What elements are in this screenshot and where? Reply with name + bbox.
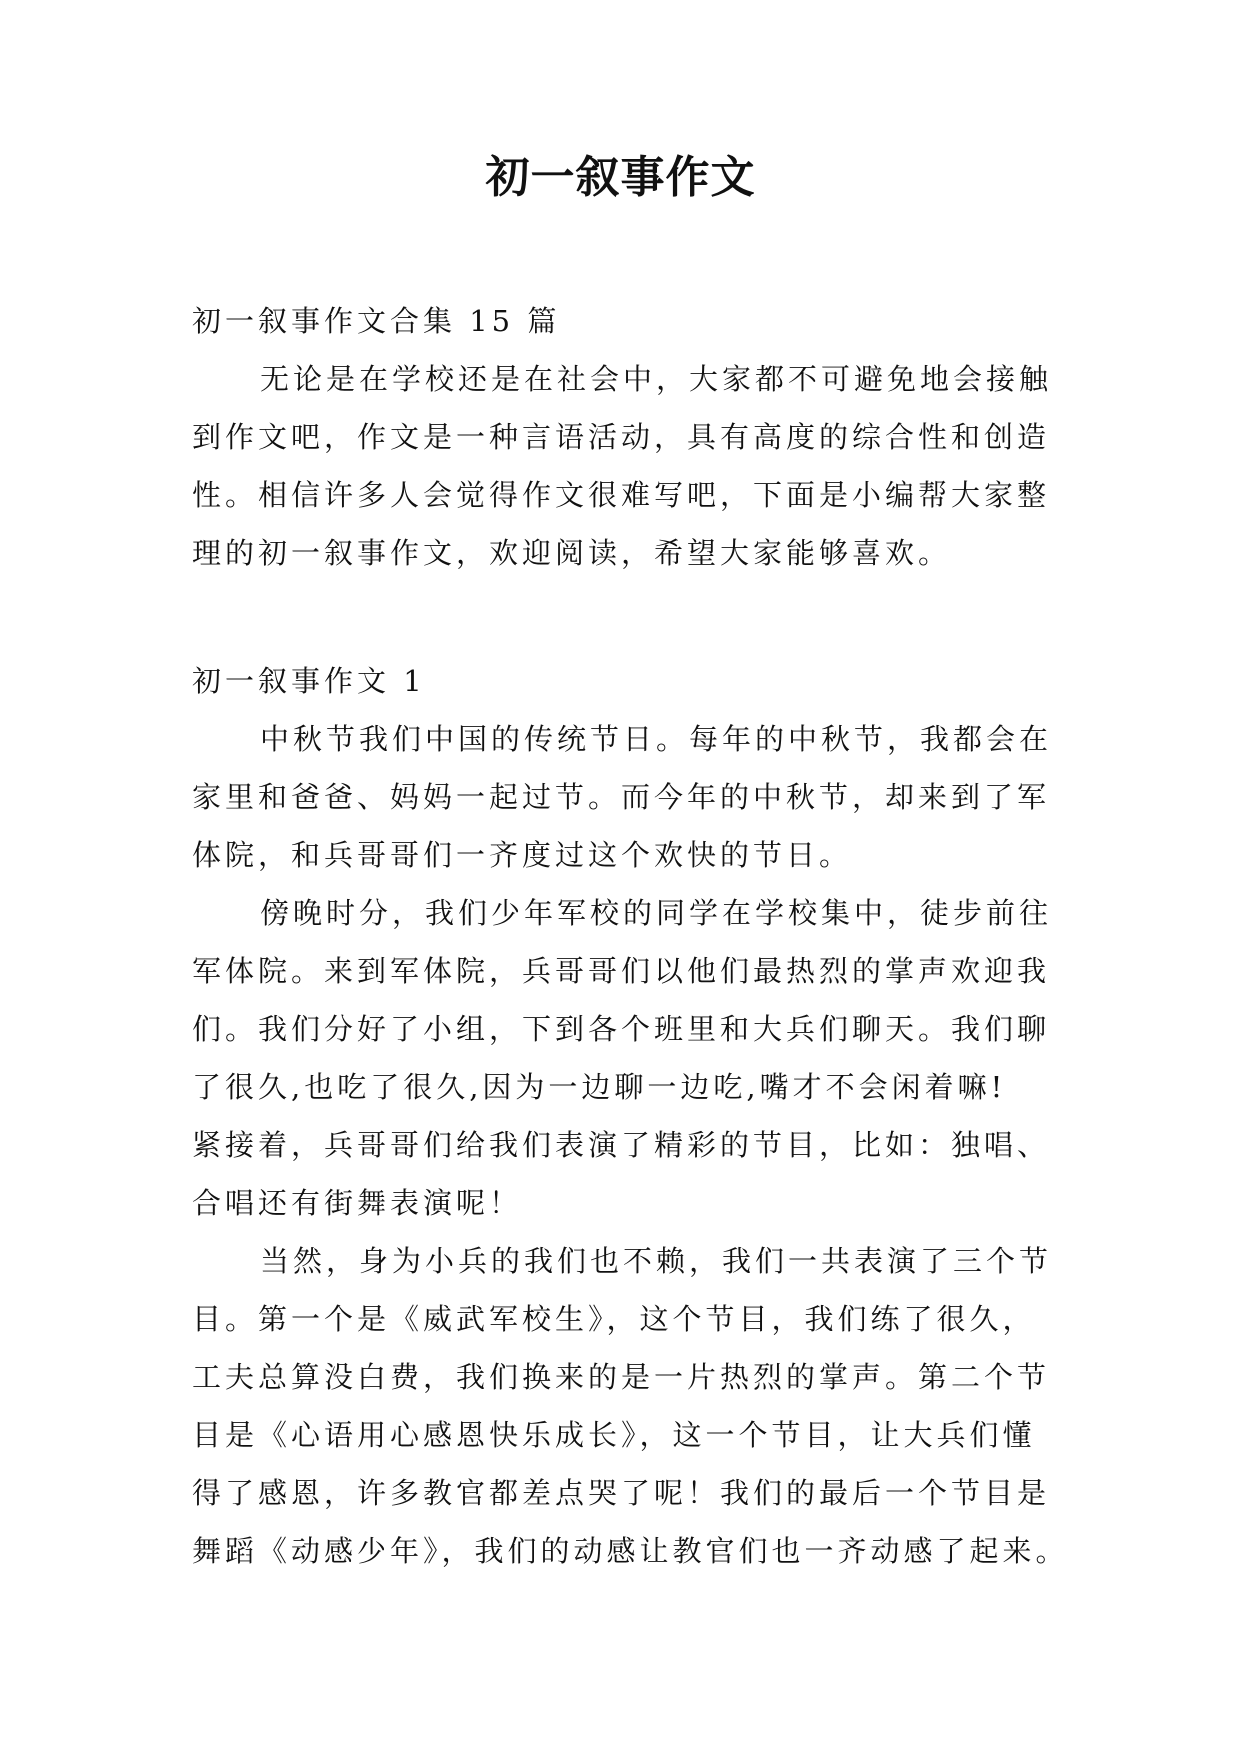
essay-line: 当然，身为小兵的我们也不赖，我们一共表演了三个节 bbox=[260, 1244, 1053, 1278]
essay-line: 舞蹈《动感少年》，我们的动感让教官们也一齐动感了起来。 bbox=[192, 1534, 1069, 1568]
intro-line: 理的初一叙事作文，欢迎阅读，希望大家能够喜欢。 bbox=[192, 536, 952, 570]
essay-line: 中秋节我们中国的传统节日。每年的中秋节，我都会在 bbox=[260, 722, 1053, 756]
essay-line: 体院，和兵哥哥们一齐度过这个欢快的节日。 bbox=[192, 838, 853, 872]
intro-line: 无论是在学校还是在社会中，大家都不可避免地会接触 bbox=[260, 362, 1053, 396]
paragraph-gap bbox=[192, 582, 1062, 652]
essay-line: 紧接着，兵哥哥们给我们表演了精彩的节目，比如：独唱、 bbox=[192, 1128, 1051, 1162]
document-body bbox=[192, 292, 1069, 1580]
essay-line: 了很久,也吃了很久,因为一边聊一边吃,嘴才不会闲着嘛! bbox=[192, 1070, 1007, 1104]
essay-line: 傍晚时分，我们少年军校的同学在学校集中，徒步前往 bbox=[260, 896, 1053, 930]
essay-line: 们。我们分好了小组，下到各个班里和大兵们聊天。我们聊 bbox=[192, 1012, 1051, 1046]
essay-line: 工夫总算没白费，我们换来的是一片热烈的掌声。第二个节 bbox=[192, 1360, 1051, 1394]
collection-heading: 初一叙事作文合集 15 篇 bbox=[192, 304, 561, 338]
intro-line: 到作文吧，作文是一种言语活动，具有高度的综合性和创造 bbox=[192, 420, 1051, 454]
essay-heading: 初一叙事作文 1 bbox=[192, 664, 426, 698]
essay-line: 军体院。来到军体院，兵哥哥们以他们最热烈的掌声欢迎我 bbox=[192, 954, 1051, 988]
essay-line: 合唱还有街舞表演呢！ bbox=[192, 1186, 523, 1220]
intro-line: 性。相信许多人会觉得作文很难写吧，下面是小编帮大家整 bbox=[192, 478, 1051, 512]
essay-line: 目是《心语用心感恩快乐成长》，这一个节目，让大兵们懂 bbox=[192, 1418, 1036, 1452]
essay-line: 目。第一个是《威武军校生》，这个节目，我们练了很久， bbox=[192, 1302, 1036, 1336]
essay-line: 得了感恩，许多教官都差点哭了呢！我们的最后一个节目是 bbox=[192, 1476, 1051, 1510]
essay-line: 家里和爸爸、妈妈一起过节。而今年的中秋节，却来到了军 bbox=[192, 780, 1051, 814]
document-title: 初一叙事作文 bbox=[485, 152, 756, 203]
